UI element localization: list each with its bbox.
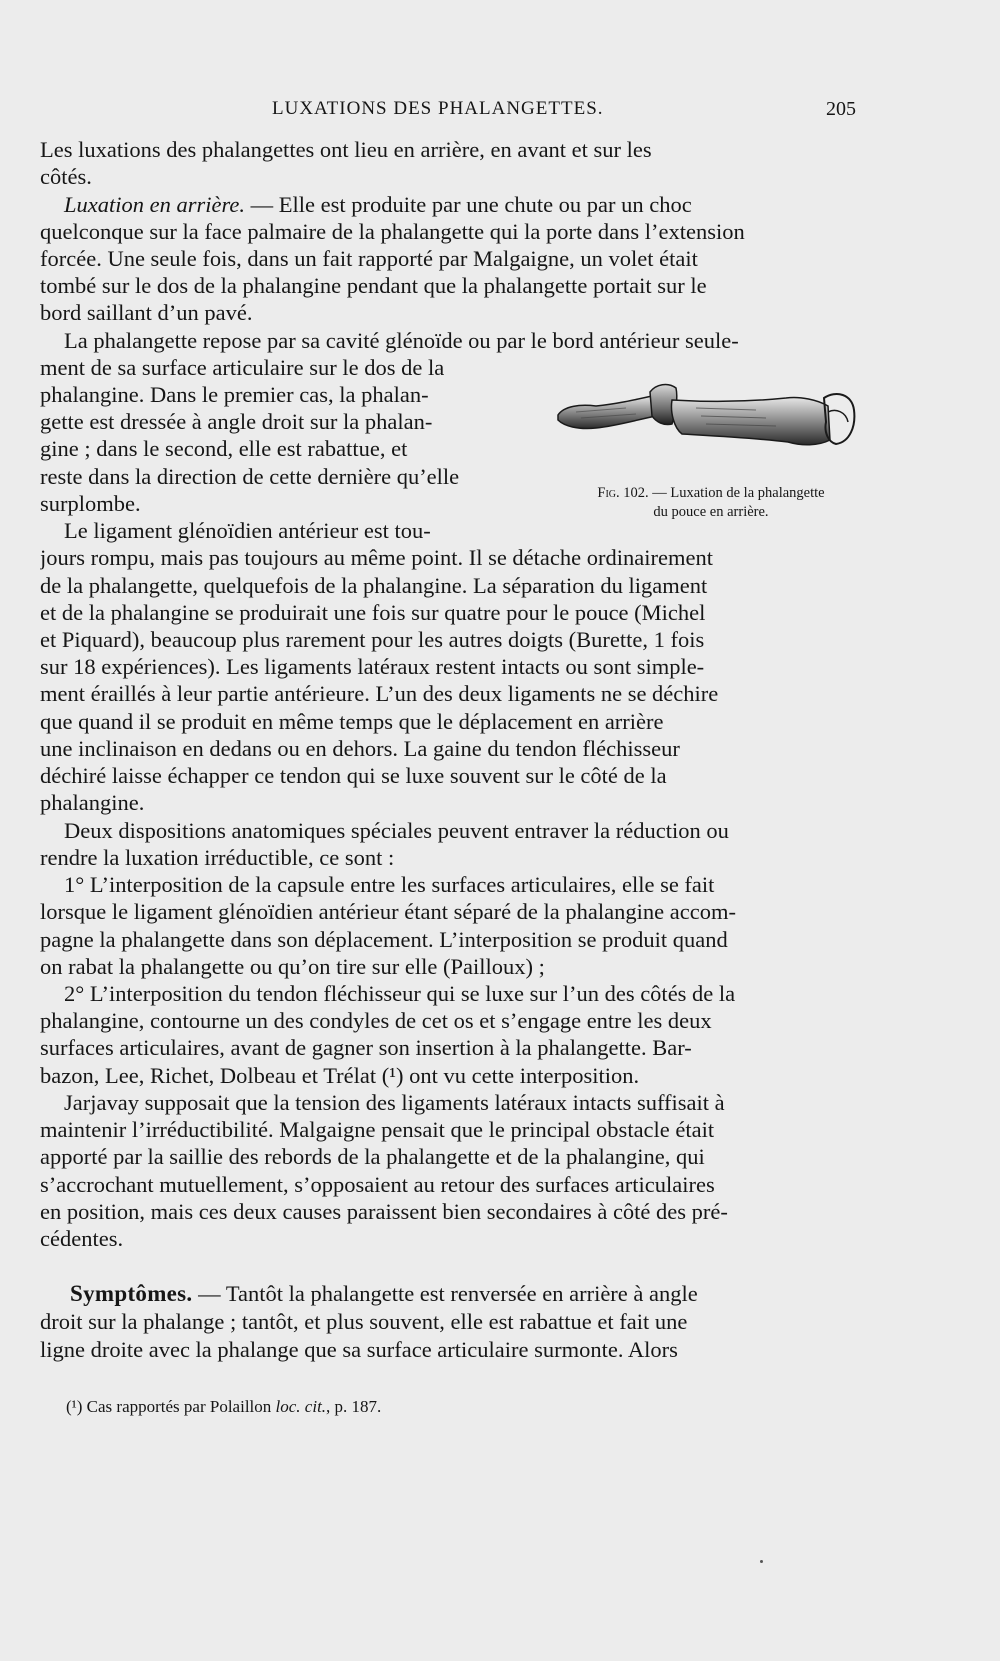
figure-caption-line2: du pouce en arrière. xyxy=(653,504,769,520)
text-line: surplombe. xyxy=(40,491,141,516)
text-line: pagne la phalangette dans son déplacement. L’interposition se produit quand xyxy=(40,927,728,952)
text-line: que quand il se produit en même temps que le déplacement en arrière xyxy=(40,709,664,734)
text-line: Jarjavay supposait que la tension des ligaments latéraux intacts suffisait à xyxy=(64,1090,725,1115)
text-line: phalangine. Dans le premier cas, la phalan- xyxy=(40,382,429,407)
figure-caption-line xyxy=(556,484,866,503)
text-line: cédentes. xyxy=(40,1226,124,1251)
running-head xyxy=(40,98,856,128)
text-line: ment éraillés à leur partie antérieure. L’un des deux ligaments ne se déchire xyxy=(40,681,719,706)
text-span: — Tantôt la phalangette est renversée en arrière à angle xyxy=(192,1281,698,1306)
text-line: en position, mais ces deux causes paraissent bien secondaires à côté des pré- xyxy=(40,1199,728,1224)
running-title: LUXATIONS DES PHALANGETTES. xyxy=(272,98,604,119)
page-number: 205 xyxy=(826,98,856,120)
footnote-text: Cas rapportés par Polaillon xyxy=(82,1397,276,1416)
text-line: tombé sur le dos de la phalangine pendant que la phalangette portait sur le xyxy=(40,273,707,298)
text-line: 1° L’interposition de la capsule entre les surfaces articulaires, elle se fait xyxy=(64,872,715,897)
text-line: Les luxations des phalangettes ont lieu en arrière, en avant et sur les xyxy=(40,137,652,162)
text-line: s’accrochant mutuellement, s’opposaient au retour des surfaces articulaires xyxy=(40,1172,715,1197)
text-line: 2° L’interposition du tendon fléchisseur qui se luxe sur l’un des côtés de la xyxy=(64,981,736,1006)
text-span: — Elle est produite par une chute ou par un choc xyxy=(245,192,692,217)
text-line: jours rompu, mais pas toujours au même point. Il se détache ordinairement xyxy=(40,545,713,570)
text-line: on rabat la phalangette ou qu’on tire sur elle (Pailloux) ; xyxy=(40,954,545,979)
footnote-marker: (¹) xyxy=(66,1397,83,1416)
text-line: Le ligament glénoïdien antérieur est tou- xyxy=(64,518,431,543)
text-line: ligne droite avec la phalange que sa surface articulaire surmonte. Alors xyxy=(40,1337,678,1362)
text-line: ment de sa surface articulaire sur le dos de la xyxy=(40,355,445,380)
section-heading-luxation: Luxation en arrière. xyxy=(64,192,246,217)
figure-caption-text: — Luxation de la phalangette xyxy=(648,485,825,501)
text-line: déchiré laisse échapper ce tendon qui se luxe souvent sur le côté de la xyxy=(40,763,667,788)
text-line: de la phalangette, quelquefois de la phalangine. La séparation du ligament xyxy=(40,573,708,598)
figure-caption xyxy=(556,484,866,522)
text-line xyxy=(40,191,860,219)
text-line: phalangine. xyxy=(40,790,145,815)
text-line: maintenir l’irréductibilité. Malgaigne pensait que le principal obstacle était xyxy=(40,1117,715,1142)
text-line: gette est dressée à angle droit sur la phalan- xyxy=(40,409,433,434)
footnote xyxy=(66,1396,866,1418)
text-line: forcée. Une seule fois, dans un fait rapporté par Malgaigne, un volet était xyxy=(40,246,698,271)
text-line: quelconque sur la face palmaire de la phalangette qui la porte dans l’extension xyxy=(40,219,745,244)
text-line: apporté par la saillie des rebords de la phalangette et de la phalangine, qui xyxy=(40,1144,705,1169)
text-line: sur 18 expériences). Les ligaments latéraux restent intacts ou sont simple- xyxy=(40,654,705,679)
text-line: et de la phalangine se produirait une fois sur quatre pour le pouce (Michel xyxy=(40,600,706,625)
ink-speck xyxy=(760,1560,763,1563)
text-line: rendre la luxation irréductible, ce sont : xyxy=(40,845,395,870)
figure-label: Fig. 102. xyxy=(597,485,649,501)
text-line: et Piquard), beaucoup plus rarement pour les autres doigts (Burette, 1 fois xyxy=(40,627,705,652)
footnote-citation: loc. cit. xyxy=(275,1397,327,1416)
text-line xyxy=(40,1280,860,1308)
text-line: une inclinaison en dedans ou en dehors. La gaine du tendon fléchisseur xyxy=(40,736,680,761)
text-line: bord saillant d’un pavé. xyxy=(40,300,253,325)
text-line: droit sur la phalange ; tantôt, et plus souvent, elle est rabattue et fait une xyxy=(40,1309,688,1334)
thumb-bones-illustration xyxy=(556,382,856,482)
text-line: bazon, Lee, Richet, Dolbeau et Trélat (¹) ont vu cette interposition. xyxy=(40,1063,640,1088)
text-line: surfaces articulaires, avant de gagner son insertion à la phalangette. Bar- xyxy=(40,1035,692,1060)
footnote-page: , p. 187. xyxy=(326,1397,382,1416)
text-line: lorsque le ligament glénoïdien antérieur étant séparé de la phalangine accom- xyxy=(40,899,736,924)
text-line: reste dans la direction de cette dernière qu’elle xyxy=(40,464,460,489)
text-line: phalangine, contourne un des condyles de cet os et s’engage entre les deux xyxy=(40,1008,712,1033)
text-line: La phalangette repose par sa cavité glénoïde ou par le bord antérieur seule- xyxy=(64,328,739,353)
text-line: gine ; dans le second, elle est rabattue, et xyxy=(40,436,408,461)
section-heading-symptomes: Symptômes. xyxy=(70,1281,193,1306)
text-line: Deux dispositions anatomiques spéciales peuvent entraver la réduction ou xyxy=(64,818,729,843)
text-line: côtés. xyxy=(40,164,92,189)
